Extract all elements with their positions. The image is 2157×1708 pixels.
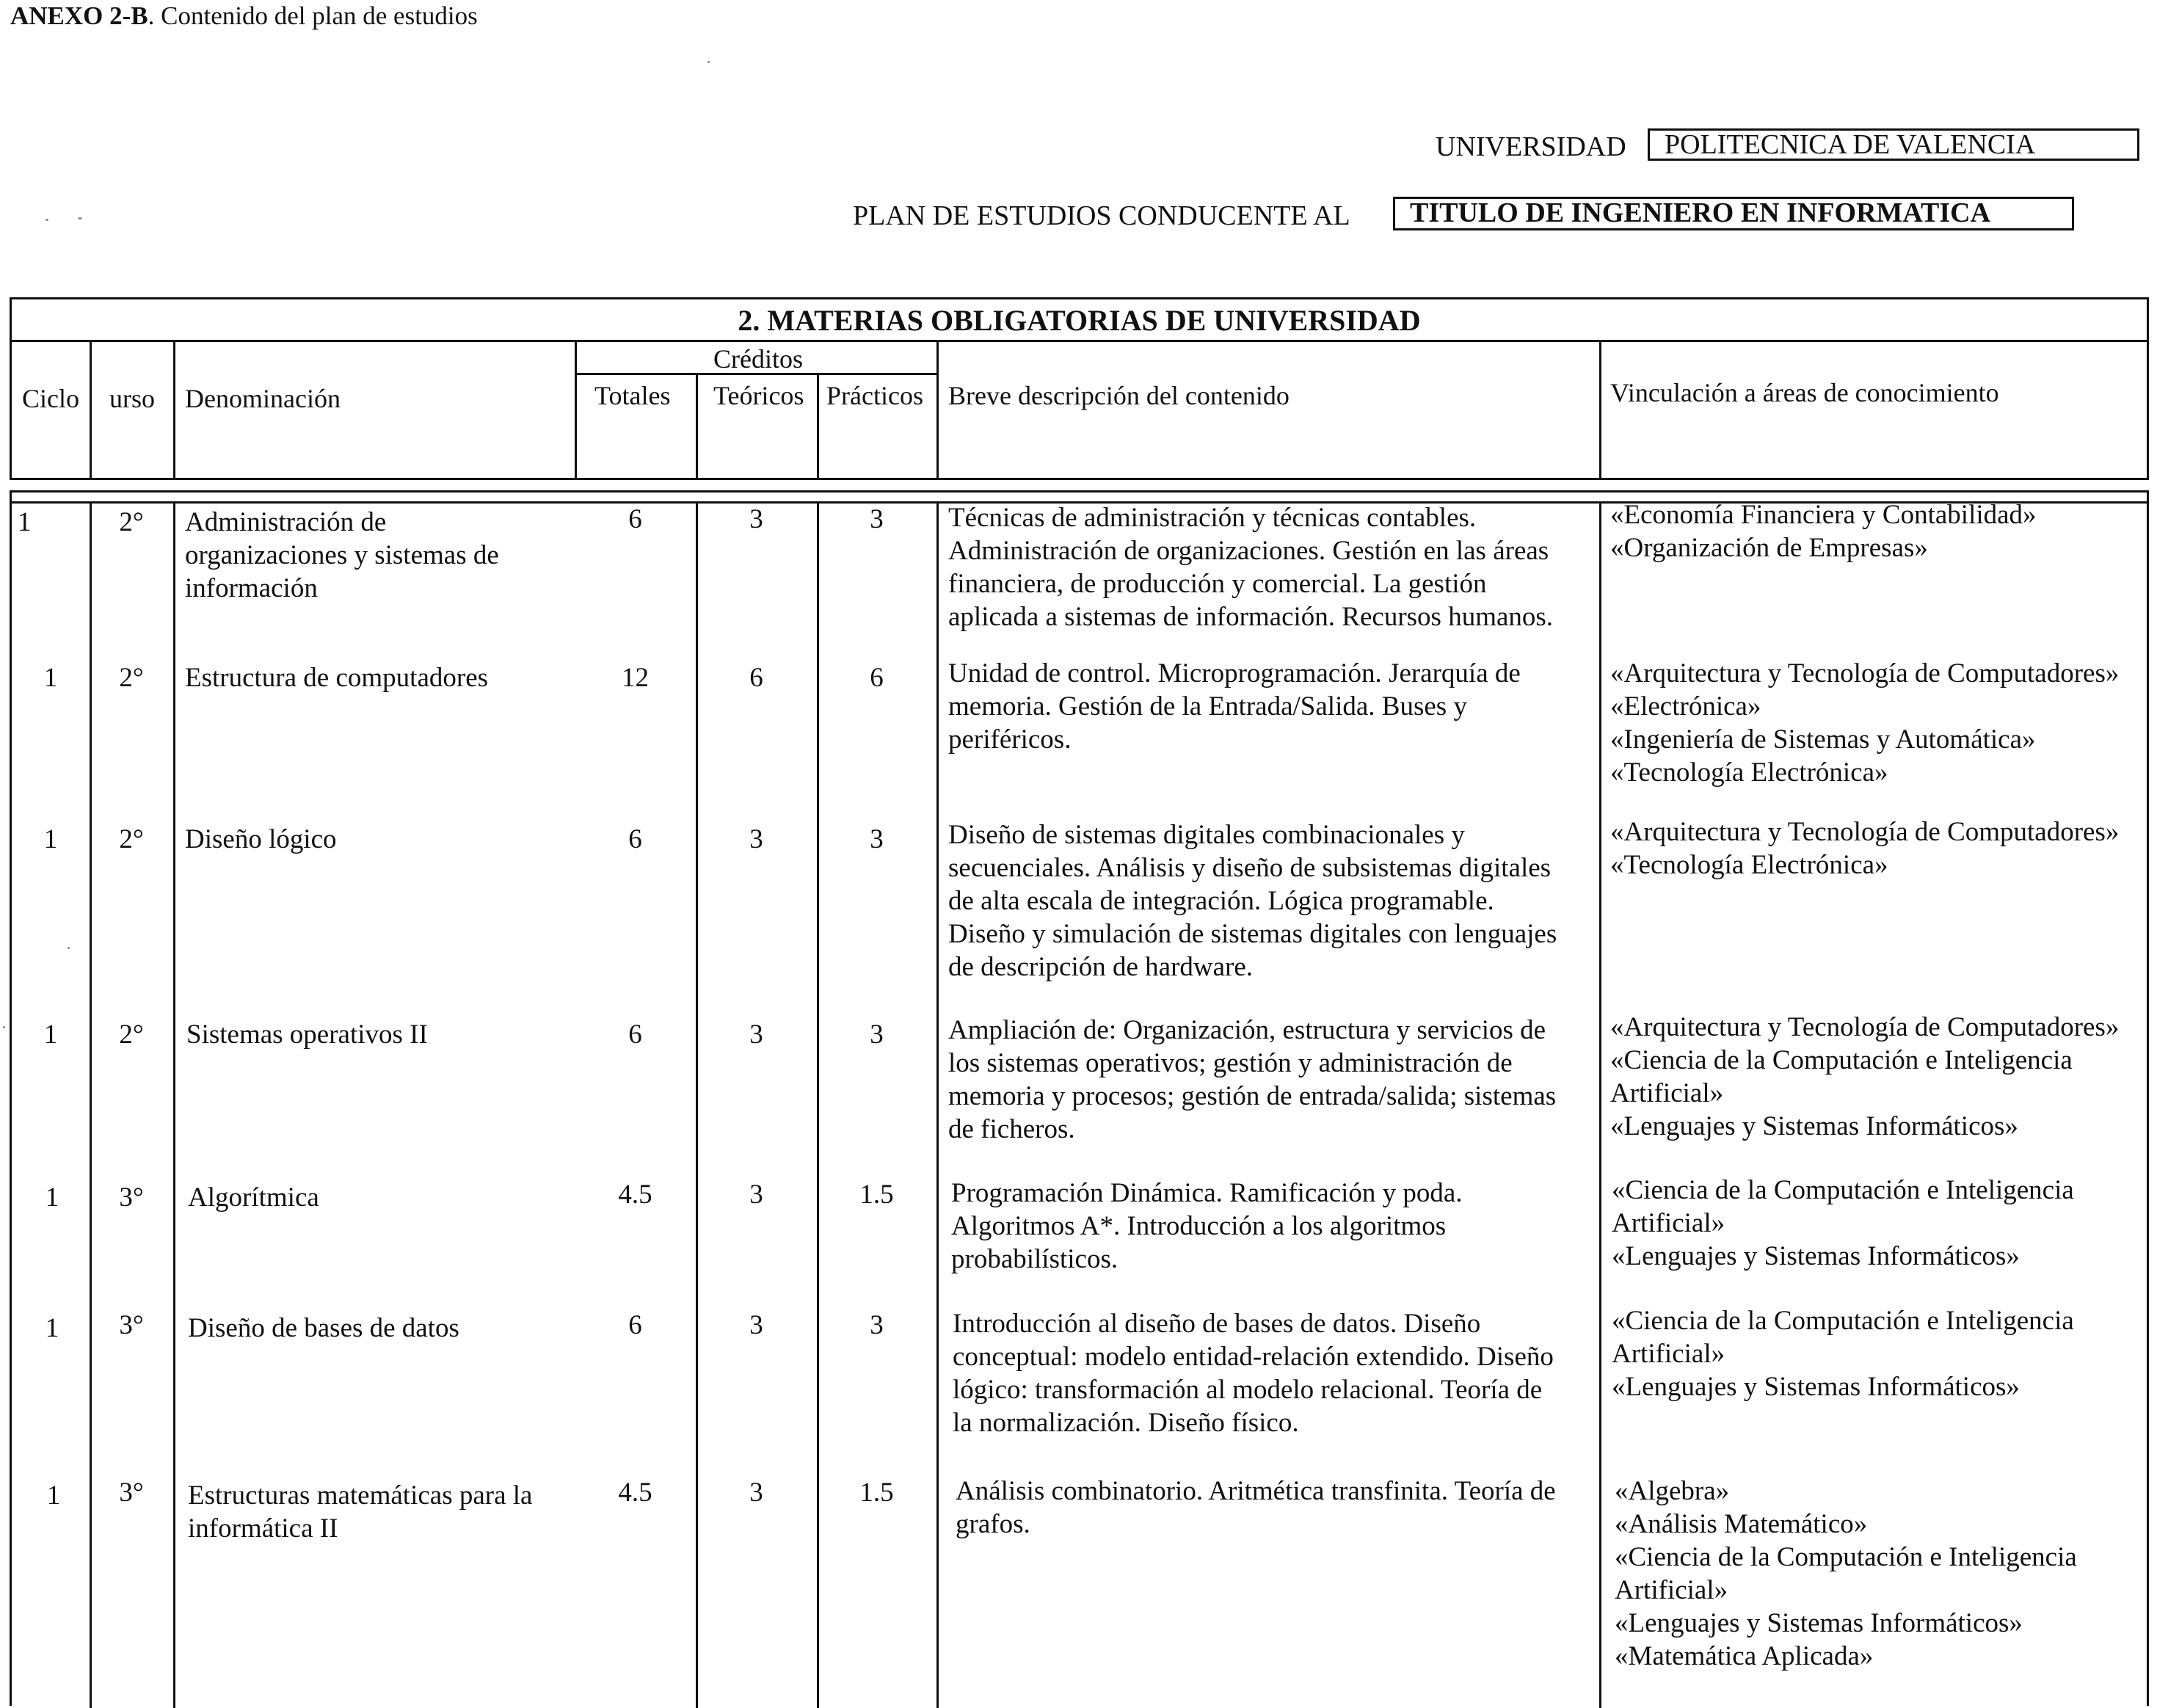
column-divider bbox=[696, 373, 698, 480]
cell-curso: 2° bbox=[119, 663, 144, 693]
cell-ciclo: 1 bbox=[46, 1480, 61, 1511]
cell-teoricos: 6 bbox=[749, 663, 763, 693]
cell-practicos: 3 bbox=[870, 1020, 884, 1050]
scan-speck bbox=[78, 217, 82, 219]
cell-curso: 3° bbox=[119, 1478, 144, 1508]
cell-totales: 12 bbox=[622, 663, 649, 693]
cell-practicos: 1.5 bbox=[859, 1180, 894, 1210]
university-value: POLITECNICA DE VALENCIA bbox=[1648, 128, 2139, 161]
cell-curso: 3° bbox=[119, 1182, 144, 1213]
cell-descripcion: Programación Dinámica. Ramificación y poda. Algoritmos A*. Introducción a los algoritmos probabilísticos. bbox=[951, 1178, 1463, 1274]
cell-practicos: 1.5 bbox=[859, 1478, 894, 1508]
table-header bbox=[10, 297, 2149, 480]
cell-areas: «Ciencia de la Computación e Inteligencia Artificial» «Lenguajes y Sistemas Informáticos» bbox=[1612, 1175, 2074, 1271]
document-heading bbox=[10, 1, 478, 31]
cell-practicos: 6 bbox=[870, 663, 884, 693]
table-body bbox=[10, 490, 2149, 1706]
cell-totales: 6 bbox=[628, 504, 642, 534]
column-divider bbox=[173, 503, 175, 1708]
scan-speck bbox=[3, 1026, 5, 1028]
cell-areas: «Arquitectura y Tecnología de Computadores» «Ciencia de la Computación e Inteligencia Artificial» «Lenguajes y Sistemas Informáticos» bbox=[1610, 1012, 2120, 1141]
cell-ciclo: 1 bbox=[43, 1020, 58, 1050]
cell-teoricos: 3 bbox=[749, 824, 763, 854]
cell-ciclo: 1 bbox=[43, 663, 58, 693]
cell-descripcion: Ampliación de: Organización, estructura y servicios de los sistemas operativos; gestión y administración de memoria y procesos; gestión de entrada/salida; sistemas de ficheros. bbox=[948, 1015, 1557, 1144]
heading-label: ANEXO 2-B bbox=[10, 1, 148, 30]
cell-denominacion: Estructura de computadores bbox=[185, 663, 489, 693]
cell-descripcion: Técnicas de administración y técnicas contables. Administración de organizaciones. Gestión en las áreas financiera, de producción y comercial. La gestión aplicada a sistemas de información. Recursos humanos. bbox=[948, 503, 1554, 632]
cell-denominacion: Diseño de bases de datos bbox=[188, 1313, 459, 1343]
scan-speck bbox=[708, 61, 710, 63]
cell-denominacion: Diseño lógico bbox=[185, 824, 337, 854]
cell-totales: 6 bbox=[628, 824, 642, 854]
header-denominacion: Denominación bbox=[185, 384, 341, 413]
cell-denominacion: Sistemas operativos II bbox=[186, 1020, 428, 1050]
header-vinculacion: Vinculación a áreas de conocimiento bbox=[1610, 378, 1999, 407]
cell-teoricos: 3 bbox=[749, 1478, 763, 1508]
cell-practicos: 3 bbox=[870, 824, 884, 854]
header-totales: Totales bbox=[594, 381, 671, 410]
cell-denominacion: Administración de organizaciones y sistemas de información bbox=[185, 507, 499, 603]
column-divider bbox=[90, 342, 92, 480]
university-label: UNIVERSIDAD bbox=[1436, 131, 1626, 162]
cell-totales: 4.5 bbox=[618, 1180, 652, 1210]
column-divider bbox=[817, 373, 819, 480]
cell-denominacion: Algorítmica bbox=[188, 1182, 319, 1213]
cell-curso: 2° bbox=[119, 507, 144, 537]
cell-curso: 2° bbox=[119, 1020, 144, 1050]
cell-descripcion: Análisis combinatorio. Aritmética transfinita. Teoría de grafos. bbox=[956, 1476, 1556, 1539]
table-title: 2. MATERIAS OBLIGATORIAS DE UNIVERSIDAD bbox=[12, 299, 2147, 342]
column-divider bbox=[575, 342, 577, 480]
cell-totales: 6 bbox=[628, 1310, 642, 1340]
cell-ciclo: 1 bbox=[43, 824, 58, 854]
scan-speck bbox=[46, 219, 48, 221]
header-creditos: Créditos bbox=[713, 344, 803, 374]
cell-areas: «Economía Financiera y Contabilidad» «Organización de Empresas» bbox=[1610, 500, 2037, 563]
cell-teoricos: 3 bbox=[749, 1180, 763, 1210]
cell-ciclo: 1 bbox=[18, 507, 32, 537]
cell-ciclo: 1 bbox=[45, 1182, 59, 1213]
cell-totales: 6 bbox=[628, 1020, 642, 1050]
cell-descripcion: Introducción al diseño de bases de datos. Diseño conceptual: modelo entidad-relación extendido. Diseño lógico: transformación al modelo relacional. Teoría de la normalización. Diseño físico. bbox=[953, 1309, 1554, 1438]
header-practicos: Prácticos bbox=[826, 381, 923, 410]
plan-label: PLAN DE ESTUDIOS CONDUCENTE AL bbox=[853, 200, 1350, 231]
cell-denominacion: Estructuras matemáticas para la informática II bbox=[188, 1480, 533, 1544]
cell-descripcion: Diseño de sistemas digitales combinacionales y secuenciales. Análisis y diseño de subsistemas digitales de alta escala de integración. Lógica programable. Diseño y simulación de sistemas digitales con lenguajes de descripción de hardware. bbox=[948, 820, 1557, 982]
cell-areas: «Arquitectura y Tecnología de Computadores» «Tecnología Electrónica» bbox=[1610, 817, 2120, 880]
cell-curso: 2° bbox=[119, 824, 144, 854]
cell-totales: 4.5 bbox=[618, 1478, 652, 1508]
cell-areas: «Ciencia de la Computación e Inteligencia Artificial» «Lenguajes y Sistemas Informáticos» bbox=[1612, 1306, 2074, 1402]
cell-curso: 3° bbox=[119, 1310, 144, 1340]
cell-teoricos: 3 bbox=[749, 1310, 763, 1340]
cell-areas: «Algebra» «Análisis Matemático» «Ciencia de la Computación e Inteligencia Artificial» «Lenguajes y Sistemas Informáticos» «Matemática Aplicada» bbox=[1615, 1476, 2077, 1671]
column-divider bbox=[1599, 342, 1601, 480]
column-divider bbox=[936, 503, 939, 1708]
header-curso: urso bbox=[109, 384, 155, 413]
cell-ciclo: 1 bbox=[45, 1313, 59, 1343]
heading-text: . Contenido del plan de estudios bbox=[148, 1, 478, 30]
header-descripcion: Breve descripción del contenido bbox=[948, 381, 1290, 410]
cell-areas: «Arquitectura y Tecnología de Computadores» «Electrónica» «Ingeniería de Sistemas y Automática» «Tecnología Electrónica» bbox=[1610, 658, 2120, 788]
cell-practicos: 3 bbox=[870, 504, 884, 534]
cell-descripcion: Unidad de control. Microprogramación. Jerarquía de memoria. Gestión de la Entrada/Salida. Buses y periféricos. bbox=[948, 658, 1521, 755]
plan-value: TITULO DE INGENIERO EN INFORMATICA bbox=[1393, 197, 2074, 230]
column-divider bbox=[936, 342, 939, 480]
cell-teoricos: 3 bbox=[749, 504, 763, 534]
cell-practicos: 3 bbox=[870, 1310, 884, 1340]
header-teoricos: Teóricos bbox=[713, 381, 804, 410]
header-ciclo: Ciclo bbox=[22, 384, 79, 413]
cell-teoricos: 3 bbox=[749, 1020, 763, 1050]
column-divider bbox=[173, 342, 175, 480]
